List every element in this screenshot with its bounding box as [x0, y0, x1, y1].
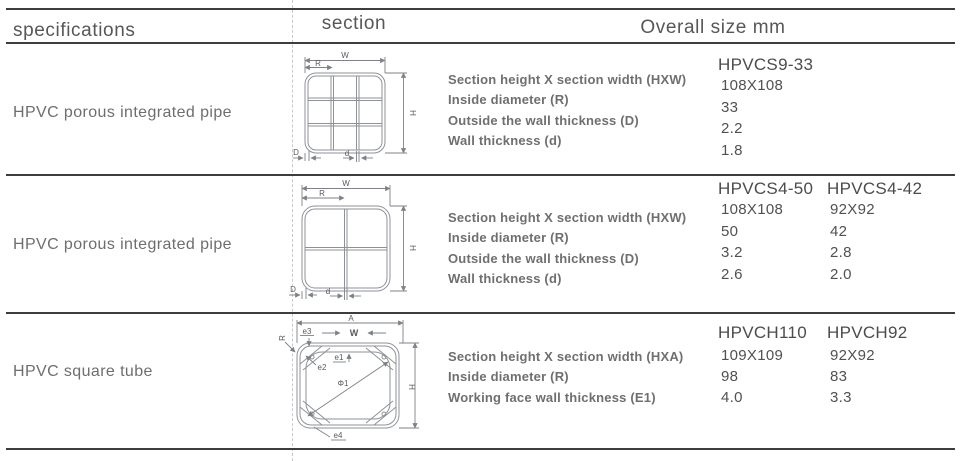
- model-name: HPVCS4-50: [718, 179, 814, 198]
- dim-label-h: H: [407, 384, 416, 390]
- dim-label-d-outer: D: [293, 148, 299, 157]
- pipe-outline-2x2: [302, 206, 390, 291]
- model-name: HPVCS9-33: [718, 55, 814, 74]
- column-header-specifications: specifications: [13, 20, 136, 41]
- model-value: 2.8: [830, 244, 852, 262]
- dim-label-d-outer: D: [290, 285, 296, 294]
- divider-top: [6, 8, 955, 10]
- spec-label: Section height X section width (HXW): [448, 210, 687, 225]
- spec-label: Inside diameter (R): [448, 369, 569, 385]
- model-value: 92X92: [830, 347, 875, 364]
- dim-label-e4: e4: [333, 431, 343, 440]
- dim-label-h: H: [408, 110, 417, 116]
- spec-label: Outside the wall thickness (D): [448, 112, 639, 128]
- model-value: 108X108: [721, 201, 784, 218]
- model-value: 50: [721, 222, 739, 240]
- model-name: HPVCH110: [718, 323, 808, 342]
- divider-row2-row3: [6, 312, 955, 314]
- dim-label-phi1: Φ1: [337, 379, 349, 388]
- dim-label-d-wall: d: [344, 149, 350, 158]
- spec-labels-row2: [448, 208, 686, 289]
- dim-label-e1: e1: [334, 353, 344, 362]
- dim-label-w: W: [342, 179, 350, 188]
- model-value: 108X108: [721, 77, 784, 94]
- spec-name-row1: HPVC porous integrated pipe: [13, 104, 232, 121]
- model-values: [721, 199, 783, 286]
- model-value: 33: [721, 98, 739, 116]
- model-value: 98: [721, 368, 739, 385]
- spec-label: Working face wall thickness (E1): [448, 389, 656, 405]
- model-value: 109X109: [721, 347, 784, 364]
- model-name: HPVCS4-42: [827, 179, 923, 198]
- spec-name-row3: HPVC square tube: [13, 363, 153, 380]
- section-diagram-2x2-pipe: [283, 178, 423, 306]
- divider-under-header: [6, 42, 955, 44]
- model-name: HPVCH92: [827, 323, 908, 342]
- dim-label-r: R: [278, 335, 287, 341]
- model-values: [830, 199, 875, 286]
- model-value: 42: [830, 222, 848, 240]
- spec-label: Inside diameter (R): [448, 230, 569, 246]
- dim-label-e3: e3: [302, 327, 312, 336]
- dim-label-h: H: [408, 245, 417, 251]
- spec-label: Section height X section width (HXA): [448, 349, 684, 364]
- dim-label-w: W: [349, 328, 359, 338]
- divider-row1-row2: [6, 174, 955, 176]
- spec-label: Wall thickness (d): [448, 270, 562, 286]
- spec-label: Wall thickness (d): [448, 132, 562, 148]
- divider-bottom: [6, 448, 955, 450]
- section-diagram-3x3-pipe: [283, 50, 423, 168]
- dim-label-e2: e2: [317, 363, 327, 372]
- spec-label: Outside the wall thickness (D): [448, 250, 639, 266]
- column-header-overall-size: Overall size mm: [640, 17, 786, 38]
- model-value: 92X92: [830, 201, 875, 218]
- spec-name-row2: HPVC porous integrated pipe: [13, 236, 232, 253]
- model-value: 2.2: [721, 120, 743, 138]
- dim-label-r: R: [315, 59, 321, 68]
- model-values: [721, 345, 783, 408]
- dim-label-a: A: [348, 314, 354, 323]
- model-value: 2.6: [721, 266, 743, 284]
- model-value: 2.0: [830, 266, 852, 284]
- spec-labels-row1: [448, 70, 686, 151]
- model-value: 3.2: [721, 244, 743, 262]
- pipe-outline-3x3: [305, 73, 385, 153]
- column-header-section: section: [321, 13, 387, 34]
- model-value: 83: [830, 368, 848, 385]
- spec-labels-row3: [448, 347, 683, 408]
- dim-label-r: R: [319, 189, 325, 198]
- model-values: [721, 75, 783, 162]
- model-value: 4.0: [721, 389, 743, 406]
- dim-label-w: W: [341, 51, 349, 60]
- dim-label-d-wall: d: [325, 287, 331, 296]
- model-value: 3.3: [830, 389, 852, 406]
- model-values: [830, 345, 875, 408]
- spec-label: Section height X section width (HXW): [448, 72, 687, 87]
- section-diagram-square-tube: [276, 314, 426, 454]
- model-value: 1.8: [721, 142, 743, 160]
- spec-label: Inside diameter (R): [448, 92, 569, 108]
